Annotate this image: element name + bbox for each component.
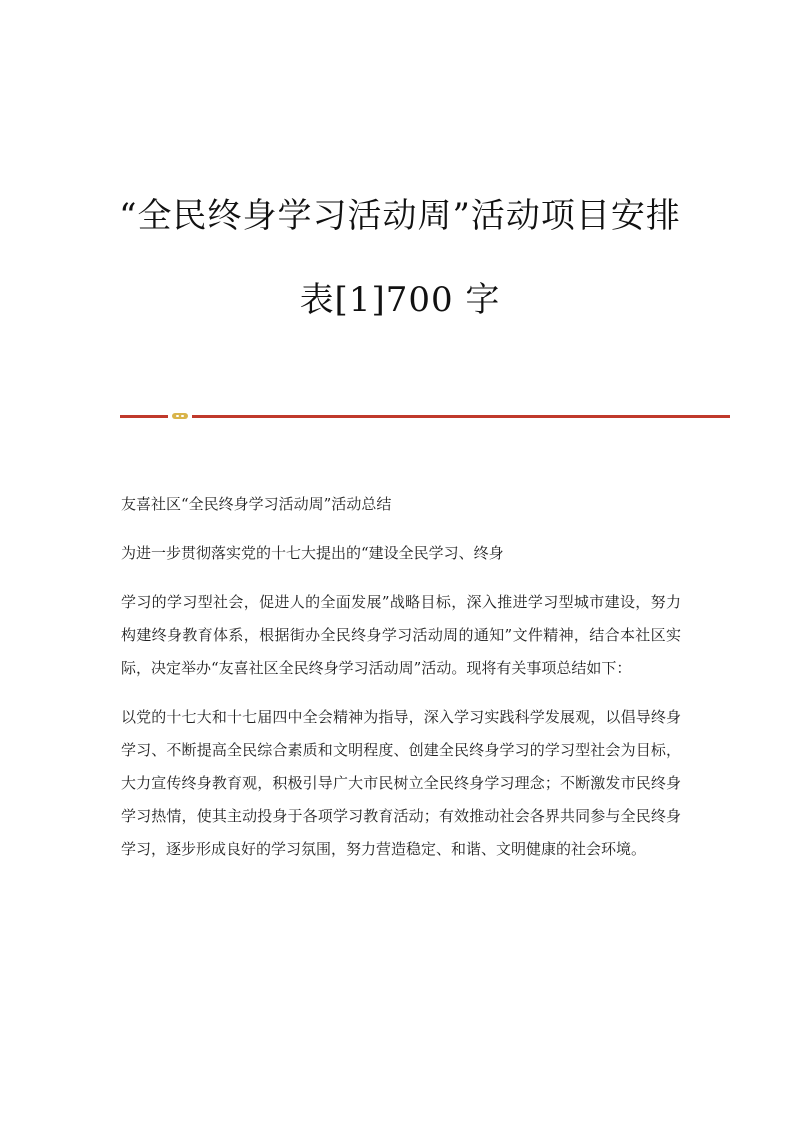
document-body [121, 488, 681, 882]
body-paragraph-1: 学习的学习型社会，促进人的全面发展”战略目标，深入推进学习型城市建设，努力构建终身教育体系，根据街办全民终身学习活动周的通知”文件精神，结合本社区实际，决定举办“友喜社区全民终身学习活动周”活动。现将有关事项总结如下： [121, 593, 681, 677]
document-title-line-1: “全民终身学习活动周”活动项目安排 [119, 196, 681, 236]
body-paragraph-2: 以党的十七大和十七届四中全会精神为指导，深入学习实践科学发展观，以倡导终身学习、不断提高全民综合素质和文明程度、创建全民终身学习的学习型社会为目标，大力宣传终身教育观，积极引导广大市民树立全民终身学习理念；不断激发市民终身学习热情，使其主动投身于各项学习教育活动；有效推动社会各界共同参与全民终身学习，逐步形成良好的学习氛围，努力营造稳定、和谐、文明健康的社会环境。 [121, 708, 681, 858]
section-heading: 友喜社区“全民终身学习活动周”活动总结 [121, 495, 392, 513]
lead-line: 为进一步贯彻落实党的十七大提出的“建设全民学习、终身 [121, 544, 504, 562]
document-title-line-2: 表[1]700 字 [299, 280, 501, 320]
divider-bar-left [120, 415, 168, 418]
divider-bar-right [192, 415, 730, 418]
divider-ornament-icon [172, 413, 188, 419]
title-divider [120, 414, 730, 418]
